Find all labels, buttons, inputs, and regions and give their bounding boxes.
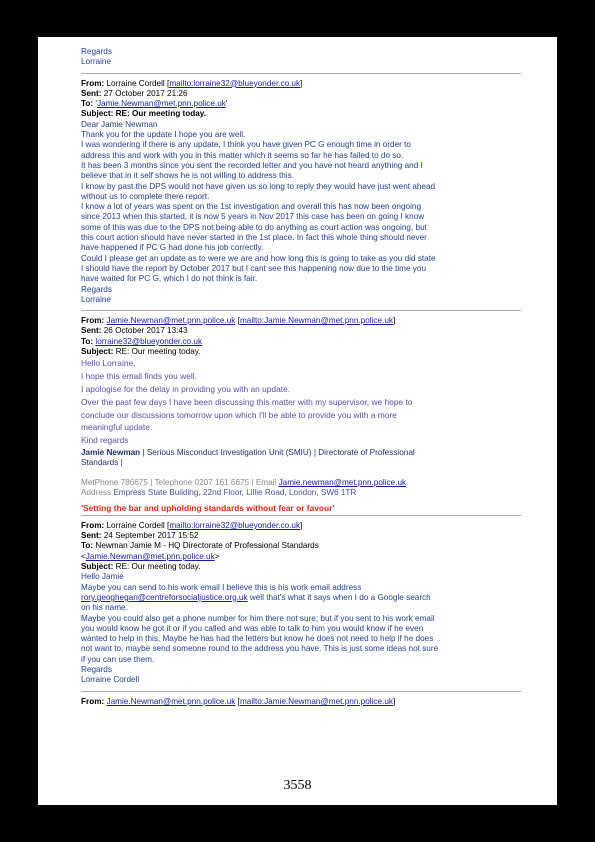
body-line: have happened if PC G had done his job correctly. xyxy=(81,243,264,253)
body-line: have waited for PC G, which I do not think is fair. xyxy=(81,274,258,284)
email-2 xyxy=(81,316,521,514)
sent-line: Sent: 24 September 2017 15:52 xyxy=(81,531,199,541)
signature xyxy=(81,448,521,514)
from-line: From: Jamie.Newman@met.pnn.police.uk [mailto:Jamie.Newman@met.pnn.police.uk] xyxy=(81,316,396,326)
sent-line: Sent: 27 October 2017 21:26 xyxy=(81,88,188,98)
body-line: Hello Jamie xyxy=(81,572,124,582)
body-line: wanted to help in this, Maybe he has had the letters but know he does not need to help if he does xyxy=(81,634,434,644)
body-line: on his name. xyxy=(81,603,128,613)
mailto-link[interactable]: mailto:lorraine32@blueyonder.co.uk xyxy=(169,520,301,530)
body-line: I should have the report by October 2017 but I cant see this happening now due to the time you xyxy=(81,263,427,273)
sent-line: Sent: 26 October 2017 13:43 xyxy=(81,326,188,336)
body-line: rory.geoghegan@centreforsocialjustice.org.uk well that's what it says when I do a Google search xyxy=(81,592,431,602)
body-line: conclude our discussions tomorrow upon which I'll be able to provide you with a more xyxy=(81,409,397,420)
to-line: To: lorraine32@blueyonder.co.uk xyxy=(81,336,203,346)
signature-unit-cont: Standards | xyxy=(81,458,123,468)
closing-name: Lorraine xyxy=(81,57,112,67)
divider xyxy=(81,310,521,311)
signature-name: Jamie Newman xyxy=(81,447,141,457)
signature-motto: 'Setting the bar and upholding standards without fear or favour' xyxy=(81,502,335,513)
body-line: if you can use them. xyxy=(81,654,155,664)
email-body xyxy=(81,572,521,685)
email-body xyxy=(81,120,521,305)
mailto-link[interactable]: mailto:Jamie.Newman@met.pnn.police.uk xyxy=(239,696,393,706)
body-line: Regards xyxy=(81,284,112,294)
divider xyxy=(81,515,521,516)
to-line-email: <Jamie.Newman@met.pnn.police.uk> xyxy=(81,551,220,561)
body-line: meaningful update. xyxy=(81,422,153,433)
body-line: address this and work with you in this matter which it seems so far he has failed to do so. xyxy=(81,150,404,160)
body-line: I hope this email finds you well. xyxy=(81,371,197,382)
subject-line: Subject: RE: Our meeting today. xyxy=(81,109,206,119)
page-number: 3558 xyxy=(283,778,312,793)
divider xyxy=(81,691,521,692)
body-line: Lorraine Cordell xyxy=(81,675,140,685)
body-line: Dear Jamie Newman xyxy=(81,119,158,129)
document-page xyxy=(38,37,557,805)
body-line: this court action should have never started in the 1st place. In fact this whole thing should never xyxy=(81,233,427,243)
body-line: not want to, maybe send someone round to the address you have. This is just some ideas not sure xyxy=(81,644,439,654)
body-line: It has been 3 months since you sent the recorded letter and you have not heard anything and I xyxy=(81,160,423,170)
to-email-link[interactable]: Jamie.Newman@met.pnn.police.uk xyxy=(96,99,226,109)
body-line: some of this was due to the DPS not being able to do anything as court action was ongoing, but xyxy=(81,222,427,232)
body-line: Could I please get an update as to were we are and how long this is going to take as you did state xyxy=(81,253,436,263)
from-email-link[interactable]: Jamie.Newman@met.pnn.police.uk xyxy=(106,316,236,326)
email-3 xyxy=(81,521,521,686)
signature-unit: Jamie Newman | Serious Misconduct Investigation Unit (SMIU) | Directorate of Professional xyxy=(81,447,415,457)
mailto-link[interactable]: mailto:Jamie.Newman@met.pnn.police.uk xyxy=(239,316,393,326)
body-line: without us to complete there report. xyxy=(81,191,210,201)
body-line: Regards xyxy=(81,665,112,675)
email-4 xyxy=(81,697,521,707)
from-line: From: Lorraine Cordell [mailto:lorraine32@blueyonder.co.uk] xyxy=(81,520,303,530)
body-line: Over the past few days I have been discussing this matter with my supervisor, we hope to xyxy=(81,396,413,407)
body-line: Thank you for the update I hope you are well. xyxy=(81,130,246,140)
from-line: From: Jamie.Newman@met.pnn.police.uk [mailto:Jamie.Newman@met.pnn.police.uk] xyxy=(81,696,396,706)
body-line: I apologise for the delay in providing you with an update. xyxy=(81,383,291,394)
from-email-link[interactable]: Jamie.Newman@met.pnn.police.uk xyxy=(106,696,236,706)
signature-email-link[interactable]: Jamie.newman@met.pnn.police.uk xyxy=(278,477,407,487)
to-line: To: 'Jamie.Newman@met.pnn.police.uk' xyxy=(81,99,228,109)
body-line: Lorraine xyxy=(81,294,112,304)
body-line: Maybe you can send to his work email I believe this is his work email address xyxy=(81,582,362,592)
divider xyxy=(81,73,521,74)
from-line: From: Lorraine Cordell [mailto:lorraine32@blueyonder.co.uk] xyxy=(81,78,303,88)
to-line: To: Newman Jamie M - HQ Directorate of Professional Standards xyxy=(81,541,319,551)
subject-line: Subject: RE: Our meeting today. xyxy=(81,562,201,572)
closing-regards: Regards xyxy=(81,47,112,56)
signature-address: Address Empress State Building, 22nd Floor, Lillie Road, London, SW6 1TR xyxy=(81,488,357,498)
body-line: Hello Lorraine, xyxy=(81,358,136,369)
body-line: Kind regards xyxy=(81,435,129,446)
mailto-link[interactable]: mailto:lorraine32@blueyonder.co.uk xyxy=(169,78,301,88)
subject-line: Subject: RE: Our meeting today. xyxy=(81,347,201,357)
to-email-link[interactable]: lorraine32@blueyonder.co.uk xyxy=(95,336,203,346)
email-thread xyxy=(81,47,521,707)
to-email-link[interactable]: Jamie.Newman@met.pnn.police.uk xyxy=(85,551,215,561)
email-body xyxy=(81,357,521,447)
body-line: you would know he got it or if you called and was able to talk to him you would know if he even xyxy=(81,623,424,633)
signature-phone: MetPhone 786675 | Telephone 0207 161 6675 | Email Jamie.newman@met.pnn.police.uk xyxy=(81,477,407,487)
body-line: I know a lot of years was spent on the 1st investigation and overall this has now been ongoing xyxy=(81,202,421,212)
body-line: since 2013 when this started, it is now 5 years in Nov 2017 this case has been on going I know xyxy=(81,212,425,222)
rory-email-link[interactable]: rory.geoghegan@centreforsocialjustice.org.uk xyxy=(81,592,248,602)
body-line: I was wondering if there is any update, I think you have given PC G enough time in order to xyxy=(81,140,411,150)
email-1 xyxy=(81,79,521,306)
body-line: Maybe you could also get a phone number for him there not sure; but if you sent to his work email xyxy=(81,613,435,623)
body-line: believe that in it self shows he is not willing to address this. xyxy=(81,171,294,181)
body-line: I know by past the DPS would not have given us so long to reply they would have just went ahead xyxy=(81,181,436,191)
